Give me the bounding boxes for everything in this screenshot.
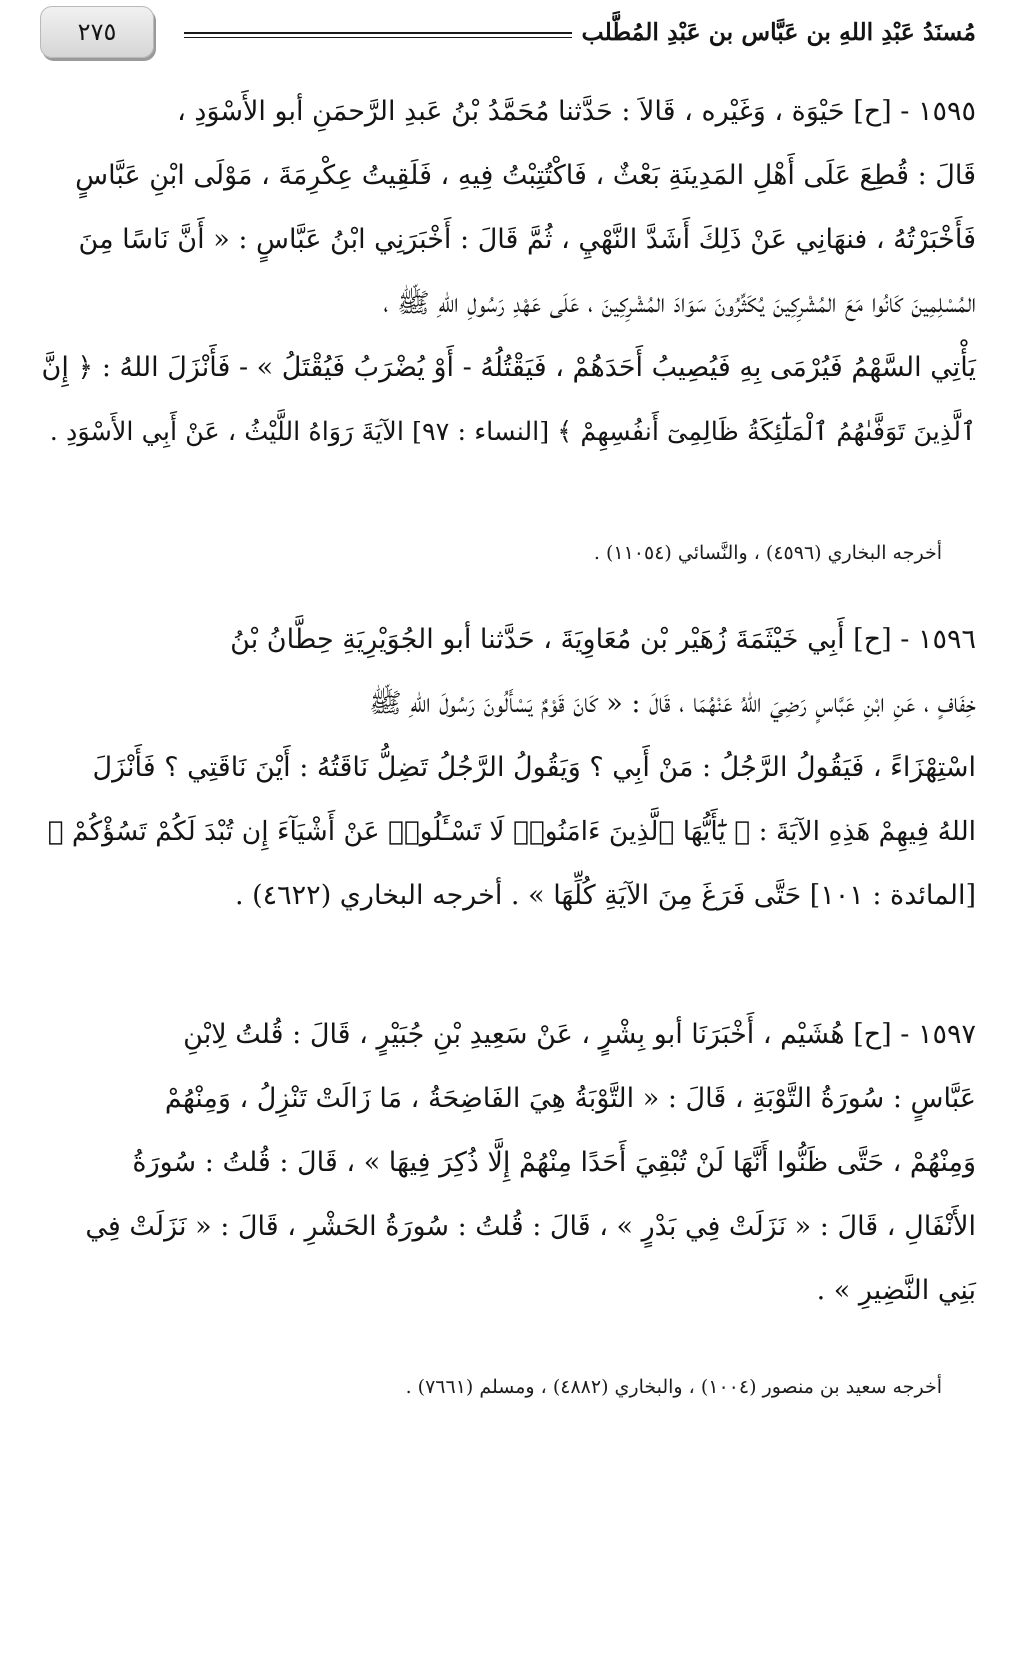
hadith-1595 <box>34 80 976 464</box>
hadith-line: المُسْلِمِينَ كَانُوا مَعَ المُشْرِكِينَ يُكَثِّرُونَ سَوَادَ المُشْرِكِينَ ، عَلَى عَهْدِ رَسُولِ اللهِ ﷺ ، <box>383 288 976 319</box>
hadith-line: اللهُ فِيهِمْ هَذِهِ الآيَةَ : ﴿ يَٰٓأَيُّهَا ٱلَّذِينَ ءَامَنُوا۟ لَا تَسْـَٔلُوا۟ عَنْ أَشْيَآءَ إِن تُبْدَ لَكُمْ تَسُؤْكُمْ ﴾ <box>47 816 976 847</box>
page-number-badge <box>40 6 154 58</box>
hadith-line: ١٥٩٥ - [ح] حَيْوَة ، وَغَيْره ، قَالاَ : حَدَّثنا مُحَمَّدُ بْنُ عَبدِ الرَّحمَنِ أبو الأَسْوَدِ ، <box>177 96 976 127</box>
running-title: مُسنَدُ عَبْدِ اللهِ بن عَبَّاس بن عَبْدِ المُطَّلب <box>581 18 976 46</box>
hadith-line: يَأْتِي السَّهْمُ فَيُرْمَى بِهِ فَيُصِيبُ أَحَدَهُمْ ، فَيَقْتُلُهُ - أَوْ يُضْرَبُ فَيُقْتَلُ » - فَأَنْزَلَ اللهُ : ﴿ إِنَّ <box>41 352 976 383</box>
hadith-line: عَبَّاسٍ : سُورَةُ التَّوْبَةِ ، قَالَ : « التَّوْبَةُ هِيَ الفَاضِحَةُ ، مَا زَالَتْ تَنْزِلُ ، وَمِنْهُمْ <box>164 1083 976 1114</box>
book-page <box>34 0 976 1657</box>
header-divider <box>184 32 572 38</box>
hadith-line: ١٥٩٧ - [ح] هُشَيْم ، أَخْبَرَنَا أبو بِشْرٍ ، عَنْ سَعِيدِ بْنِ جُبَيْرٍ ، قَالَ : قُلتُ لِابْنِ <box>183 1019 976 1050</box>
hadith-line: قَالَ : قُطِعَ عَلَى أَهْلِ المَدِينَةِ بَعْثٌ ، فَاكْتُتِبْتُ فِيهِ ، فَلَقِيتُ عِكْرِمَةَ ، مَوْلَى ابْنِ عَبَّاسٍ <box>75 160 976 191</box>
takhrij-note: أخرجه البخاري (٤٥٩٦) ، والنَّسائي (١١٠٥٤) . <box>593 542 942 564</box>
hadith-line: بَنِي النَّضِيرِ » . <box>816 1275 976 1306</box>
hadith-line: ٱلَّذِينَ تَوَفَّىٰهُمُ ٱلْمَلَٰٓئِكَةُ ظَالِمِىٓ أَنفُسِهِمْ ﴾ [النساء : ٩٧] الآيَةَ رَوَاهُ اللَّيْثُ ، عَنْ أَبِي الأَسْوَدِ . <box>49 417 976 447</box>
hadith-line: وَمِنْهُمْ ، حَتَّى ظَنُّوا أَنَّهَا لَنْ تُبْقِيَ أَحَدًا مِنْهُمْ إِلَّا ذُكِرَ فِيهَا » ، قَالَ : قُلتُ : سُورَةُ <box>132 1147 976 1178</box>
takhrij-note: أخرجه سعيد بن منصور (١٠٠٤) ، والبخاري (٤٨٨٢) ، ومسلم (٧٦٦١) . <box>405 1376 942 1398</box>
hadith-line: الأَنْفَالِ ، قَالَ : « نَزَلَتْ فِي بَدْرٍ » ، قَالَ : قُلتُ : سُورَةُ الحَشْرِ ، قَالَ : « نَزَلَتْ فِي <box>85 1211 976 1242</box>
page-number: ٢٧٥ <box>77 18 117 46</box>
hadith-1597 <box>34 1003 976 1323</box>
hadith-line: اسْتِهْزَاءً ، فَيَقُولُ الرَّجُلُ : مَنْ أَبِي ؟ وَيَقُولُ الرَّجُلُ تَضِلُّ نَاقَتُهُ : أَيْنَ نَاقَتِي ؟ فَأَنْزَلَ <box>92 752 976 783</box>
hadith-line: ١٥٩٦ - [ح] أَبِي خَيْثَمَةَ زُهَيْر بْن مُعَاوِيَةَ ، حَدَّثنا أبو الجُوَيْرِيَةِ حِطَّانُ بْنُ <box>230 624 976 655</box>
hadith-line: خِفَافٍ ، عَنِ ابْنِ عَبَّاسٍ رَضِيَ اللهُ عَنْهُمَا ، قَالَ : « كَانَ قَوْمٌ يَسْأَلُونَ رَسُولَ اللهِ ﷺ <box>369 688 976 719</box>
page-header <box>34 4 976 60</box>
hadith-line: فَأَخْبَرْتُهُ ، فنهَانِي عَنْ ذَلِكَ أَشَدَّ النَّهْيِ ، ثُمَّ قَالَ : أَخْبَرَنِي ابْنُ عَبَّاسٍ : « أَنَّ نَاسًا مِنَ <box>78 224 976 255</box>
hadith-1596 <box>34 608 976 928</box>
hadith-line: [المائدة : ١٠١] حَتَّى فَرَغَ مِنَ الآيَةِ كُلِّهَا » . أخرجه البخاري (٤٦٢٢) . <box>234 880 976 911</box>
